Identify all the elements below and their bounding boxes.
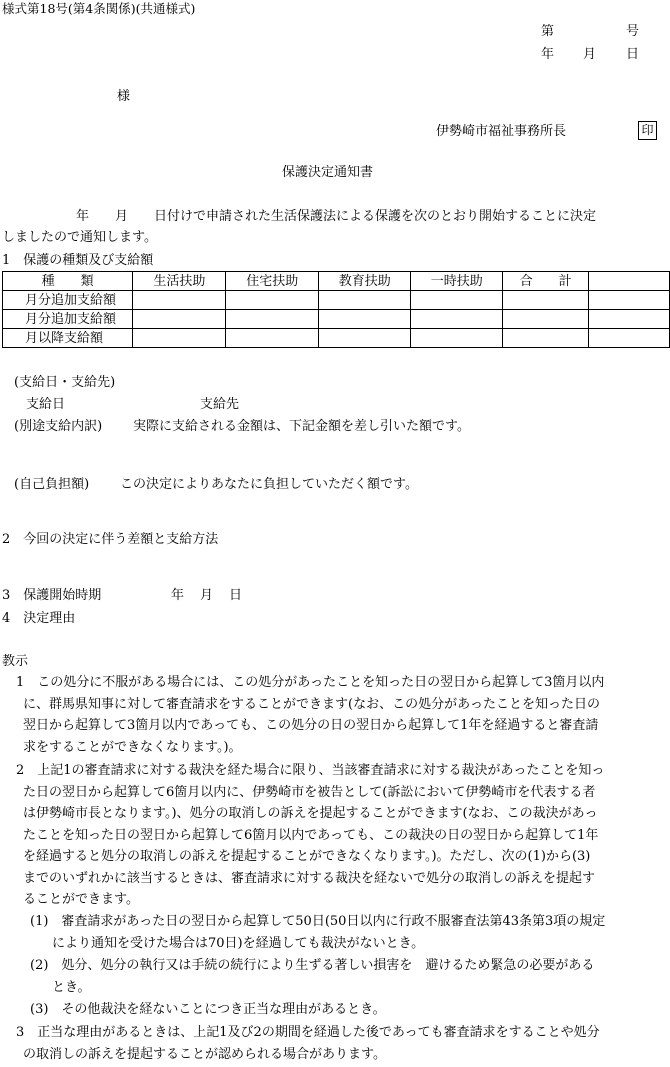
kyoji-line: を経過すると処分の取消しの訴えを提起することができなくなります。)。ただし、次の(1)から(3) [23, 849, 591, 864]
kyoji-line: た日の翌日から起算して6箇月以内に、伊勢崎市を被告として(訴訟において伊勢崎市を代表する者 [23, 784, 596, 800]
col-header-total: 合 計 [503, 272, 589, 291]
section3-year: 年 [171, 588, 185, 603]
table-cell [226, 291, 319, 310]
intro-line-1: 年 月 日付けで申請された生活保護法による保護を次のとおり開始することに決定 [76, 209, 597, 224]
doc-number-suffix: 号 [626, 24, 640, 39]
recipient-suffix: 様 [117, 89, 131, 104]
col-header-blank [589, 272, 670, 291]
table-cell [319, 329, 411, 348]
table-row [3, 329, 670, 348]
section2-heading: 2 今回の決定に伴う差額と支給方法 [2, 532, 219, 547]
kyoji-line: までのいずれかに該当するときは、審査請求に対する裁決を経ないで処分の取消しの訴えを提起す [23, 870, 596, 886]
section1-heading: 1 保護の種類及び支給額 [2, 253, 154, 268]
table-row [3, 291, 670, 310]
kyoji-line: (1) 審査請求があった日の翌日から起算して50日(50日以内に行政不服審査法第43条第3項の規定 [30, 914, 606, 929]
kyoji-line: の取消しの訴えを提起することが認められる場合があります。 [23, 1046, 386, 1062]
date-month: 月 [583, 47, 597, 62]
table-cell [226, 310, 319, 329]
kyoji-line: (2) 処分、処分の執行又は手続の続行により生ずる著しい損害を 避けるため緊急の必要がある [30, 958, 595, 973]
payment-dest-label: 支給先 [200, 397, 240, 412]
table-cell [133, 291, 226, 310]
table-cell [411, 310, 503, 329]
table-cell [411, 329, 503, 348]
table-cell [319, 291, 411, 310]
kyoji-sub-3 [2, 999, 670, 1021]
table-cell [589, 291, 670, 310]
section3-day: 日 [229, 588, 243, 603]
table-cell [411, 291, 503, 310]
document-title: 保護決定通知書 [282, 165, 374, 180]
row-label: 月分追加支給額 [3, 310, 133, 329]
table-cell [503, 291, 589, 310]
self-pay-text: この決定によりあなたに負担していただく額です。 [120, 477, 418, 492]
kyoji-item-2 [2, 760, 670, 911]
payment-date-label: 支給日 [26, 397, 66, 412]
table-cell [133, 310, 226, 329]
kyoji-line: に、群馬県知事に対して審査請求をすることができます(なお、この処分があったことを知った日の [23, 696, 600, 712]
table-cell [503, 329, 589, 348]
kyoji-line: 2 上記1の審査請求に対する裁決を経た場合に限り、当該審査請求に対する裁決があったことを知っ [16, 763, 605, 778]
kyoji-line: 翌日から起算して3箇月以内であっても、この処分の日の翌日から起算して1年を経過すると審査請 [23, 718, 599, 733]
col-header-education: 教育扶助 [319, 272, 411, 291]
kyoji-sub-2 [2, 955, 670, 998]
date-year: 年 [541, 47, 555, 62]
separate-text: 実際に支給される金額は、下記金額を差し引いた額です。 [133, 419, 470, 434]
payment-heading: (支給日・支給先) [14, 375, 116, 390]
kyoji-line: は伊勢崎市長となります。)、処分の取消しの訴えを提起することができます(なお、この裁決があっ [23, 806, 598, 821]
doc-number-prefix: 第 [541, 24, 555, 39]
kyoji-line: とき。 [52, 979, 91, 995]
table-cell [503, 310, 589, 329]
col-header-housing: 住宅扶助 [226, 272, 319, 291]
intro-paragraph [2, 206, 670, 248]
table-header-row [3, 272, 670, 291]
table-cell [319, 310, 411, 329]
kyoji-item-1 [2, 672, 670, 758]
seal-mark: 印 [638, 121, 657, 140]
row-label: 月分追加支給額 [3, 291, 133, 310]
kyoji-line: 3 正当な理由があるときは、上記1及び2の期間を経過した後であっても審査請求をすることや処分 [16, 1025, 600, 1040]
kyoji-line: により通知を受けた場合は70日)を経過しても裁決がないとき。 [52, 935, 425, 951]
table-row [3, 310, 670, 329]
kyoji-line: たことを知った日の翌日から起算して6箇月以内であっても、この裁決の日の翌日から起算して1年 [23, 827, 599, 843]
section4-heading: 4 決定理由 [2, 611, 76, 626]
kyoji-item-3 [2, 1022, 670, 1065]
col-header-type: 種 類 [3, 272, 133, 291]
kyoji-line: (3) その他裁決を経ないことにつき正当な理由があるとき。 [30, 1002, 386, 1017]
kyoji-line: 求をすることができなくなります。)。 [23, 739, 242, 755]
kyoji-sub-1 [2, 911, 670, 954]
separate-label: (別途支給内訳) [14, 419, 103, 434]
table-cell [133, 329, 226, 348]
kyoji-line: 1 この処分に不服がある場合には、この処分があったことを知った日の翌日から起算して3箇月以内 [16, 675, 605, 690]
date-day: 日 [626, 47, 640, 62]
self-pay-label: (自己負担額) [14, 477, 90, 492]
intro-line-2: しましたので通知します。 [2, 230, 157, 245]
form-header: 様式第18号(第4条関係)(共通様式) [2, 1, 196, 16]
col-header-living: 生活扶助 [133, 272, 226, 291]
issuer-name: 伊勢崎市福祉事務所長 [436, 124, 567, 139]
table-cell [589, 329, 670, 348]
row-label: 月以降支給額 [3, 329, 133, 348]
kyoji-line: ることができます。 [23, 892, 139, 907]
section3-heading: 3 保護開始時期 [2, 588, 102, 603]
section3-month: 月 [200, 588, 214, 603]
payment-table [2, 271, 670, 348]
table-cell [226, 329, 319, 348]
col-header-temporary: 一時扶助 [411, 272, 503, 291]
table-cell [589, 310, 670, 329]
kyoji-heading: 教示 [2, 654, 29, 669]
